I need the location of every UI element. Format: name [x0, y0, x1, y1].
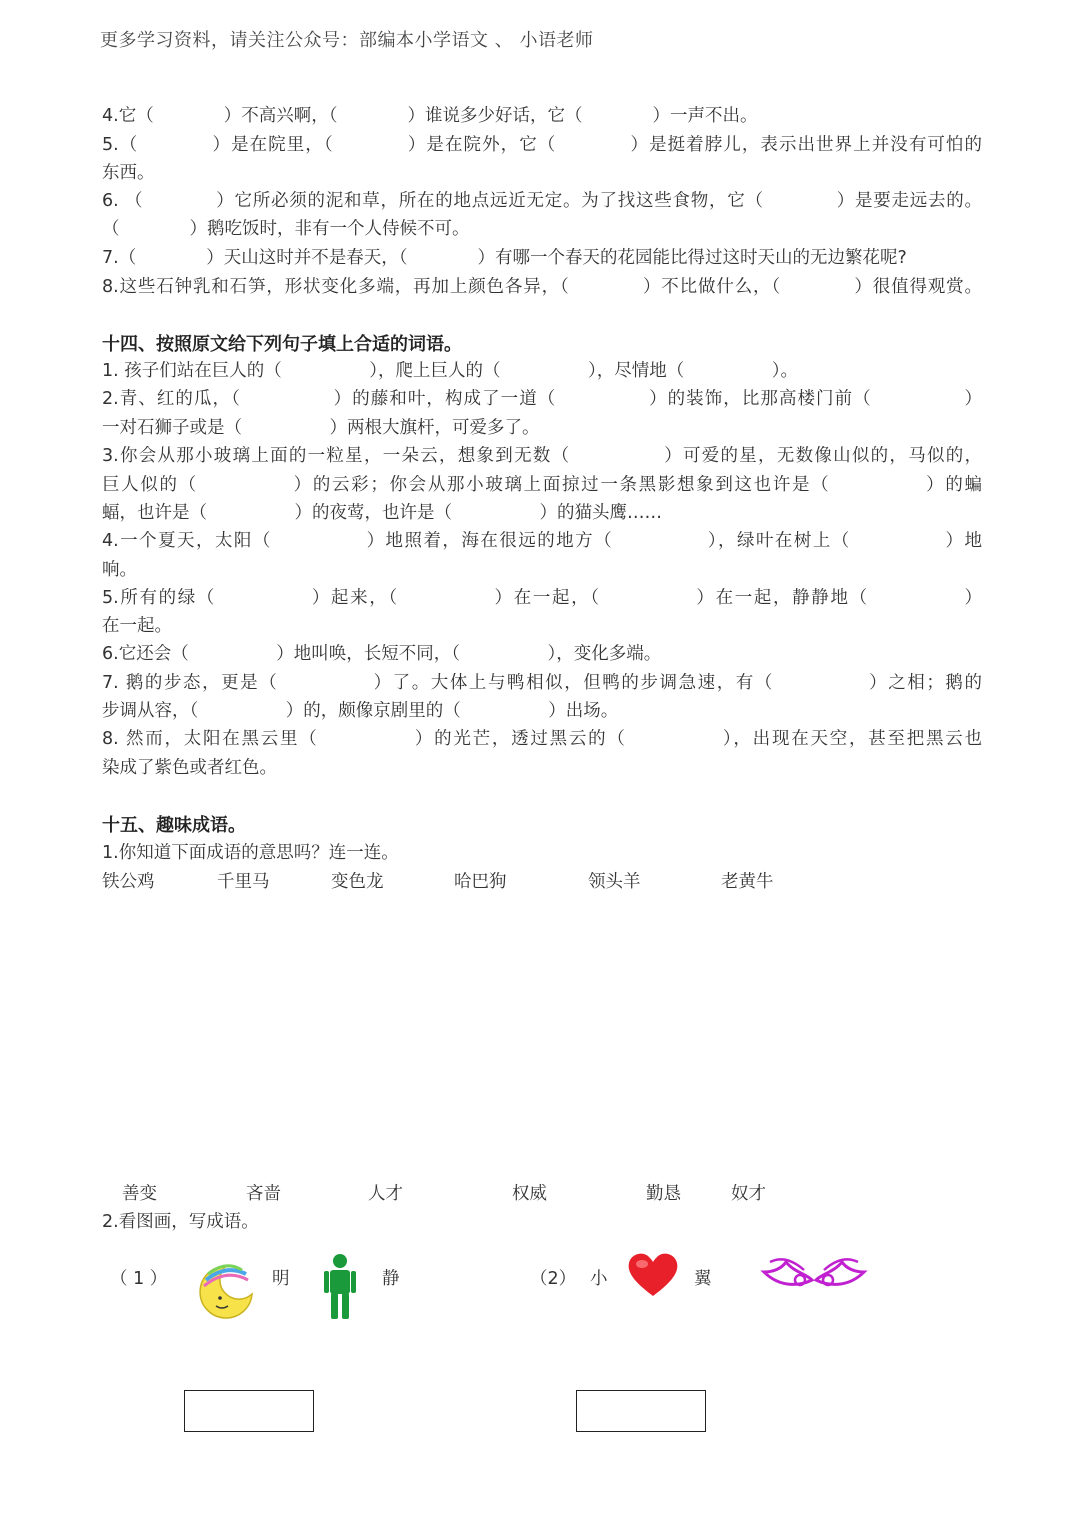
- puzzle-2-label: （2）: [530, 1269, 577, 1289]
- fill-line-text: 步调从容，（ ）的，颇像京剧里的（ ）出场。: [102, 701, 619, 721]
- fill-line-text: 染成了紫色或者红色。: [102, 758, 277, 778]
- fill-line: [102, 385, 982, 413]
- section-15-title: 十五、趣味成语。: [102, 815, 246, 836]
- fill-line: [102, 187, 982, 215]
- standing-person-icon: [320, 1252, 360, 1322]
- fill-line-text: （ ）鹅吃饭时，非有一个人侍候不可。: [102, 219, 470, 239]
- puzzle-1-label: （ 1 ）: [110, 1269, 168, 1289]
- fill-line: [102, 669, 982, 697]
- fill-line: [102, 357, 982, 385]
- fill-line-text: 一对石狮子或是（ ）两根大旗杆，可爱多了。: [102, 418, 540, 438]
- prompt-text: 1.你知道下面成语的意思吗？连一连。: [102, 843, 399, 863]
- moon-icon: [196, 1262, 256, 1320]
- section-14-title: 十四、按照原文给下列句子填上合适的词语。: [102, 334, 462, 355]
- puzzle-1-char-a: 明: [272, 1269, 290, 1289]
- page-header: 更多学习资料，请关注公众号：部编本小学语文 、 小语老师: [100, 30, 594, 51]
- answer-box-2[interactable]: [576, 1390, 706, 1432]
- fill-line-text: 7.（ ）天山这时并不是春天，（ ）有哪一个春天的花园能比得过这时天山的无边繁花呢?: [102, 248, 907, 268]
- answer-box-1[interactable]: [184, 1390, 314, 1432]
- meaning-item[interactable]: 勤恳: [646, 1184, 681, 1204]
- fill-line: [102, 131, 982, 159]
- heart-icon: [626, 1250, 680, 1298]
- fill-line: [102, 640, 982, 668]
- fill-line-text: 1. 孩子们站在巨人的（ ），爬上巨人的（ ），尽情地（ ）。: [102, 361, 799, 381]
- fill-line: [102, 102, 982, 130]
- fill-line: [102, 612, 982, 640]
- fill-line: [102, 584, 982, 612]
- wings-icon: [756, 1250, 872, 1296]
- fill-line: [102, 414, 982, 442]
- fill-line: [102, 725, 982, 753]
- puzzle-2-char-b: 翼: [694, 1269, 712, 1289]
- fill-line-text: 6. （ ）它所必须的泥和草，所在的地点远近无定。为了找这些食物，它（ ）是要走远去的。: [102, 191, 982, 211]
- prompt-text: 2.看图画，写成语。: [102, 1212, 259, 1232]
- idiom-item[interactable]: 哈巴狗: [454, 872, 507, 892]
- fill-line: [102, 754, 982, 782]
- idiom-item[interactable]: 千里马: [217, 872, 270, 892]
- puzzle-1-char-b: 静: [382, 1269, 400, 1289]
- idiom-item[interactable]: 老黄牛: [721, 872, 774, 892]
- meaning-item[interactable]: 奴才: [731, 1184, 766, 1204]
- fill-line-text: 巨人似的（ ）的云彩；你会从那小玻璃上面掠过一条黑影想象到这也许是（ ）的蝙: [102, 475, 982, 495]
- idiom-item[interactable]: 变色龙: [331, 872, 384, 892]
- fill-line-text: 响。: [102, 560, 137, 580]
- question-2-prompt: [102, 1208, 982, 1236]
- fill-line-text: 5.所有的绿（ ）起来，（ ）在一起，（ ）在一起，静静地（ ）: [102, 588, 982, 608]
- fill-line-text: 3.你会从那小玻璃上面的一粒星，一朵云，想象到无数（ ）可爱的星，无数像山似的，马似的，: [102, 446, 982, 466]
- fill-line: [102, 471, 982, 499]
- puzzle-2-char-a: 小: [590, 1269, 608, 1289]
- idiom-item[interactable]: 领头羊: [588, 872, 641, 892]
- meaning-item[interactable]: 人才: [368, 1184, 403, 1204]
- fill-line: [102, 527, 982, 555]
- question-1-prompt: [102, 839, 982, 867]
- fill-line-text: 8.这些石钟乳和石笋，形状变化多端，再加上颜色各异，（ ）不比做什么，（ ）很值得观赏。: [102, 277, 982, 297]
- idiom-item[interactable]: 铁公鸡: [102, 872, 155, 892]
- fill-line-text: 5.（ ）是在院里，（ ）是在院外，它（ ）是挺着脖儿，表示出世界上并没有可怕的: [102, 135, 982, 155]
- fill-line: [102, 442, 982, 470]
- meaning-item[interactable]: 权威: [512, 1184, 547, 1204]
- fill-line: [102, 499, 982, 527]
- fill-line-text: 2.青、红的瓜，（ ）的藤和叶，构成了一道（ ）的装饰，比那高楼门前（ ）: [102, 389, 982, 409]
- fill-line-text: 东西。: [102, 163, 155, 183]
- fill-line-text: 在一起。: [102, 616, 172, 636]
- fill-line: [102, 159, 982, 187]
- fill-line-text: 4.一个夏天，太阳（ ）地照着，海在很远的地方（ ），绿叶在树上（ ）地: [102, 531, 982, 551]
- fill-line-text: 蝠，也许是（ ）的夜莺，也许是（ ）的猫头鹰……: [102, 503, 662, 523]
- fill-line-text: 8. 然而，太阳在黑云里（ ）的光芒，透过黑云的（ ），出现在天空，甚至把黑云也: [102, 729, 982, 749]
- fill-line-text: 7. 鹅的步态，更是（ ）了。大体上与鸭相似，但鸭的步调急速，有（ ）之相；鹅的: [102, 673, 982, 693]
- fill-line: [102, 244, 982, 272]
- fill-line: [102, 556, 982, 584]
- fill-line: [102, 697, 982, 725]
- fill-line-text: 4.它（ ）不高兴啊，（ ）谁说多少好话，它（ ）一声不出。: [102, 106, 758, 126]
- meaning-item[interactable]: 善变: [122, 1184, 157, 1204]
- fill-line-text: 6.它还会（ ）地叫唤，长短不同，（ ），变化多端。: [102, 644, 662, 664]
- meaning-item[interactable]: 吝啬: [246, 1184, 281, 1204]
- fill-line: [102, 273, 982, 301]
- fill-line: [102, 215, 982, 243]
